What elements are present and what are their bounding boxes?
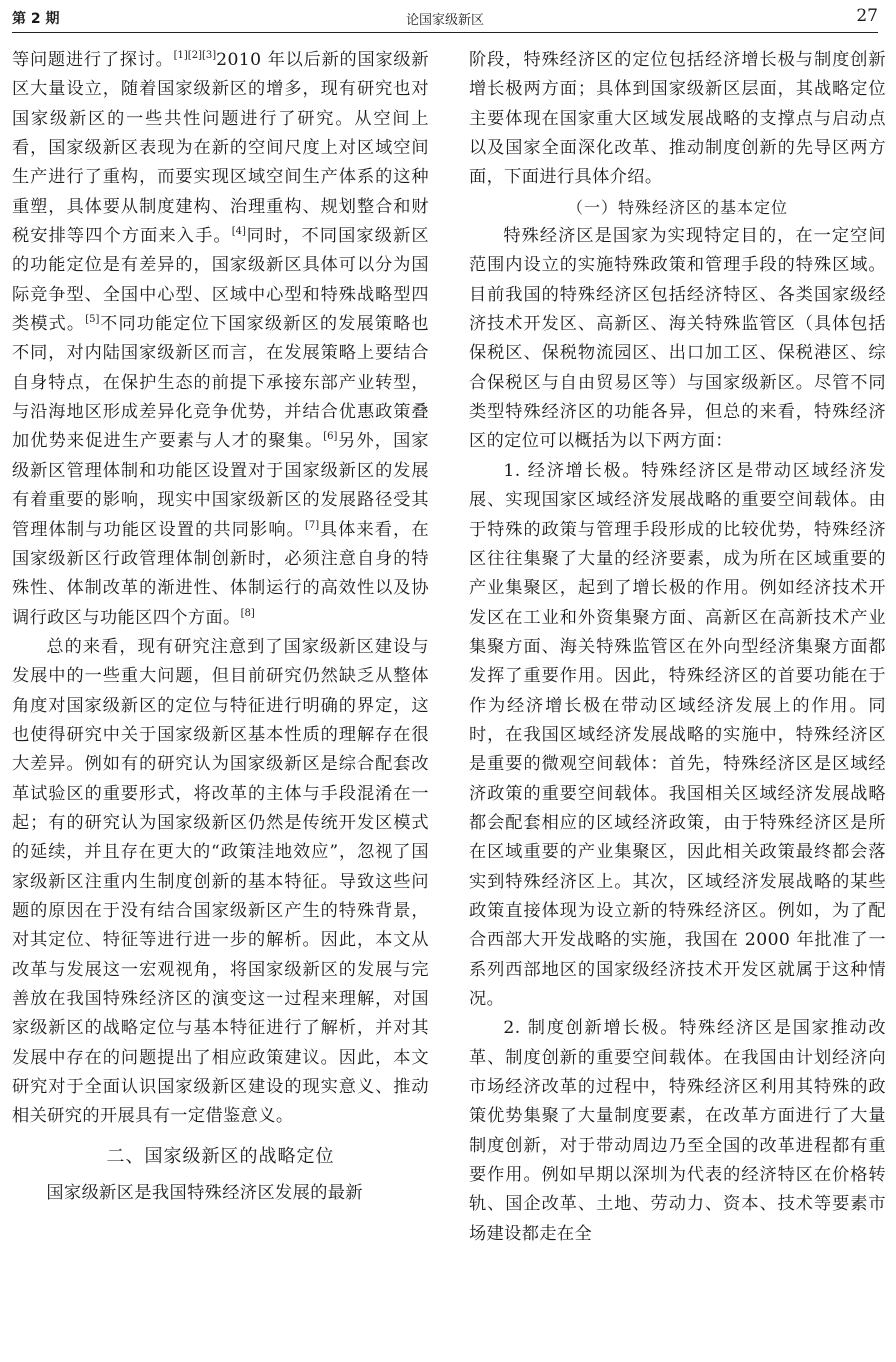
paragraph: 特殊经济区是国家为实现特定目的，在一定空间范围内设立的实施特殊政策和管理手段的特殊区域。目前我国的特殊经济区包括经济特区、各类国家级经济技术开发区、高新区、海关特殊监管区（具体包括保税区、保税物流园区、出口加工区、保税港区、综合保税区与自由贸易区等）与国家级新区。尽管不同类型特殊经济区的功能各异，但总的来看，特殊经济区的定位可以概括为以下两方面： [469,226,886,452]
page-number: 27 [856,6,878,26]
body-text: 等问题进行了探讨。 [12,50,174,70]
body-text: 2010 年以后新的国家级新区大量设立，随着国家级新区的增多，现有研究也对国家级新区的一些共性问题进行了研究。从空间上看，国家级新区表现为在新的空间尺度上对区域空间生产进行了重构，而要实现区域空间生产体系的这种重塑，具体要从制度建构、治理重构、规划整合和财税安排等四个方面来入手。 [12,50,429,247]
page-header [12,6,878,33]
citation: [8] [240,607,255,619]
body-text: 同时，不同国家级新区的功能定位是有差异的，国家级新区具体可以分为国际竞争型、全国中心型、区域中心型和特殊战略型四类模式。 [12,226,429,335]
citation: [4] [231,226,246,238]
paragraph [12,46,429,633]
paragraph: 国家级新区是我国特殊经济区发展的最新 [46,1183,363,1204]
paragraph: 阶段，特殊经济区的定位包括经济增长极与制度创新增长极两方面；具体到国家级新区层面，其战略定位主要体现在国家重大区域发展战略的支撑点与启动点以及国家全面深化改革、推动制度创新的先导区两方面，下面进行具体介绍。 [469,50,886,188]
citation: [6] [323,431,338,443]
body-text: 不同功能定位下国家级新区的发展策略也不同，对内陆国家级新区而言，在发展策略上要结合自身特点，在保护生态的前提下承接东部产业转型，与沿海地区形成差异化竞争优势，并结合优惠政策叠加优势来促进生产要素与人才的聚集。 [12,314,429,452]
body-text: 具体来看，在国家级新区行政管理体制创新时，必须注意自身的特殊性、体制改革的渐进性、体制运行的高效性以及协调行政区与功能区四个方面。 [12,519,430,628]
left-column [12,46,429,1208]
running-title: 论国家级新区 [405,13,484,28]
citation: [5] [85,314,100,326]
paragraph: 2. 制度创新增长极。特殊经济区是国家推动改革、制度创新的重要空间载体。在我国由计划经济向市场经济改革的过程中，特殊经济区利用其特殊的政策优势集聚了大量制度要素，在改革方面进行了大量制度创新，对于带动周边乃至全国的改革进程都有重要作用。例如早期以深圳为代表的经济特区在价格转轨、国企改革、土地、劳动力、资本、技术等要素市场建设都走在全 [469,1018,886,1244]
section-heading: 二、国家级新区的战略定位 [106,1145,335,1167]
body-text: 另外，国家级新区管理体制和功能区设置对于国家级新区的发展有着重要的影响，现实中国家级新区的发展路径受其管理体制与功能区设置的共同影响。 [12,431,429,540]
subsection-heading: （一）特殊经济区的基本定位 [566,197,788,217]
citation: [7] [304,519,320,531]
issue-number: 第 2 期 [12,11,60,27]
citation: [1][2][3] [173,50,217,61]
right-column [469,46,886,1249]
paragraph: 总的来看，现有研究注意到了国家级新区建设与发展中的一些重大问题，但目前研究仍然缺乏从整体角度对国家级新区的定位与特征进行明确的界定，这也使得研究中关于国家级新区基本性质的理解存在很大差异。例如有的研究认为国家级新区是综合配套改革试验区的重要形式，将改革的主体与手段混淆在一起；有的研究认为国家级新区仍然是传统开发区模式的延续，并且存在更大的“政策洼地效应”，忽视了国家级新区注重内生制度创新的基本特征。导致这些问题的原因在于没有结合国家级新区产生的特殊背景，对其定位、特征等进行进一步的解析。因此，本文从改革与发展这一宏观视角，将国家级新区的发展与完善放在我国特殊经济区的演变这一过程来理解，对国家级新区的战略定位与基本特征进行了解析，并对其发展中存在的问题提出了相应政策建议。因此，本文研究对于全面认识国家级新区建设的现实意义、推动相关研究的开展具有一定借鉴意义。 [12,636,429,1127]
paragraph: 1. 经济增长极。特殊经济区是带动区域经济发展、实现国家区域经济发展战略的重要空间载体。由于特殊的政策与管理手段形成的比较优势，特殊经济区往往集聚了大量的经济要素，成为所在区域重要的产业集聚区，起到了增长极的作用。例如经济技术开发区在工业和外资集聚方面、高新区在高新技术产业集聚方面、海关特殊监管区在外向型经济集聚方面都发挥了重要作用。因此，特殊经济区的首要功能在于作为经济增长极在带动区域经济发展上的作用。同时，在我国区域经济发展战略的实施中，特殊经济区是重要的微观空间载体：首先，特殊经济区是区域经济政策的重要空间载体。我国相关区域经济发展战略都会配套相应的区域经济政策，由于特殊经济区是所在区域重要的产业集聚区，因此相关政策最终都会落实到特殊经济区上。其次，区域经济发展战略的某些政策直接体现为设立新的特殊经济区。例如，为了配合西部大开发战略的实施，我国在 2000 年批准了一系列西部地区的国家级经济技术开发区就属于这种情况。 [469,460,886,1009]
